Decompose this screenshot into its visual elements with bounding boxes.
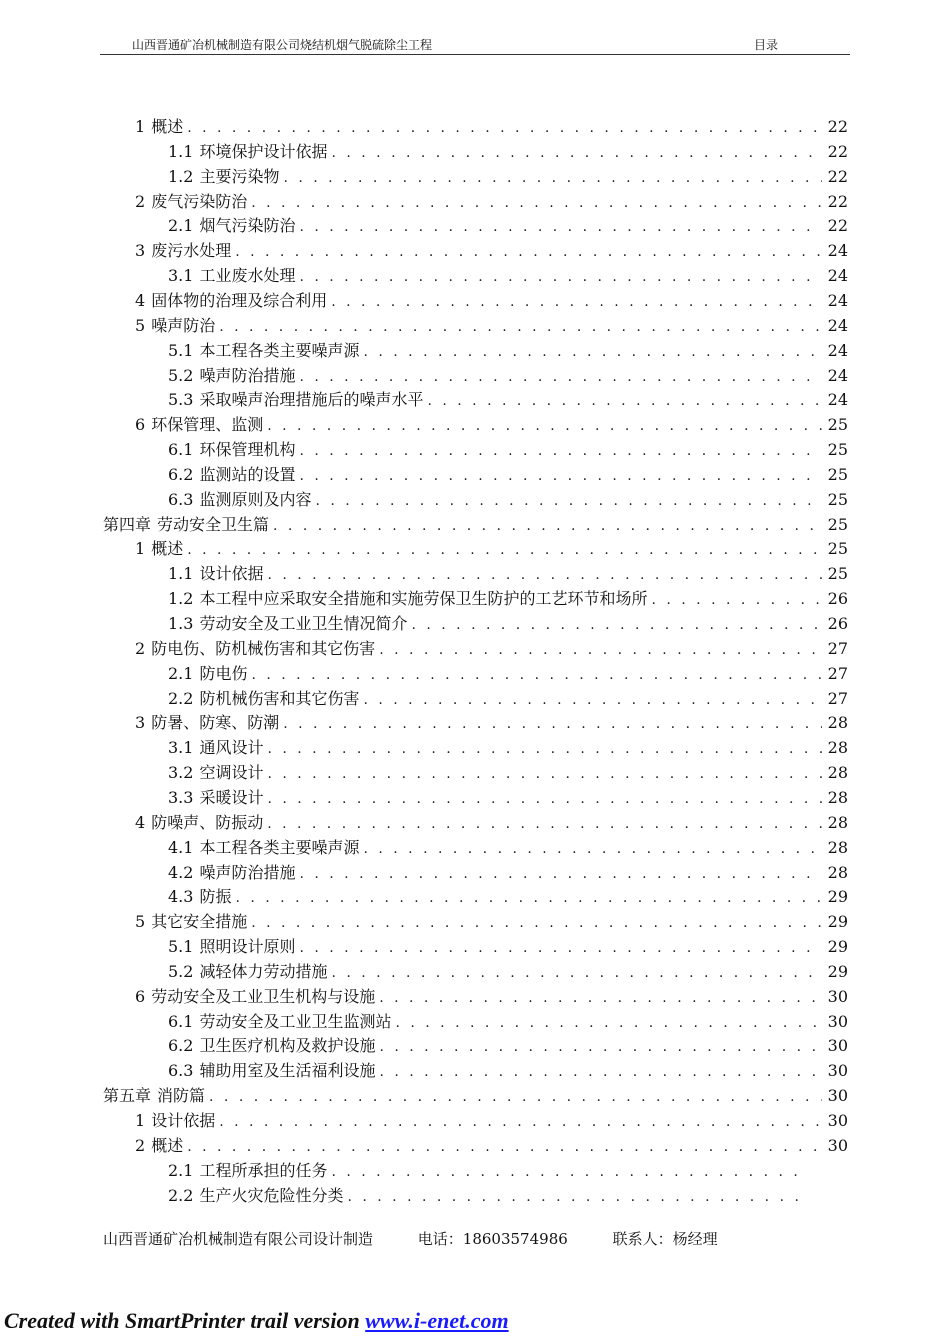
toc-entry-title (168, 339, 359, 363)
toc-entry-title (168, 786, 263, 810)
toc-entry-text: 消防篇 (157, 1086, 206, 1106)
toc-dot-leader (331, 1160, 808, 1183)
toc-entry-text: 采取噪声治理措施后的噪声水平 (199, 390, 424, 410)
toc-entry-number: 2.1 (168, 663, 194, 683)
toc-entry-text: 环境保护设计依据 (199, 141, 328, 161)
toc-entry[interactable] (168, 438, 848, 462)
toc-entry-text: 环保管理、监测 (151, 415, 264, 435)
toc-entry-title (135, 1109, 215, 1133)
toc-entry[interactable] (135, 637, 848, 661)
toc-entry[interactable] (168, 388, 848, 412)
toc-entry-text: 本工程各类主要噪声源 (199, 837, 360, 857)
toc-entry-text: 减轻体力劳动措施 (199, 961, 328, 981)
toc-entry-text: 设计依据 (151, 1111, 216, 1130)
toc-dot-leader (267, 737, 822, 760)
toc-entry-title (168, 438, 295, 462)
toc-entry-number: 1.2 (168, 589, 194, 609)
toc-dot-leader (363, 837, 822, 860)
toc-entry-number: 4.3 (168, 887, 194, 907)
toc-entry[interactable] (168, 1184, 812, 1208)
toc-entry-text: 防机械伤害和其它伤害 (199, 688, 360, 708)
toc-entry-text: 固体物的治理及综合利用 (151, 290, 328, 310)
toc-dot-leader (299, 265, 822, 288)
toc-entry-number: 第五章 (103, 1086, 152, 1106)
toc-entry-number: 6.1 (168, 1011, 194, 1031)
toc-entry-number: 2 (135, 1135, 146, 1155)
toc-page-number: 25 (827, 539, 848, 559)
toc-page-number: 29 (827, 887, 848, 907)
toc-page-number: 29 (827, 961, 848, 981)
toc-entry-title (168, 587, 647, 611)
toc-entry-title (168, 140, 327, 164)
toc-entry-text: 防电伤 (199, 663, 248, 683)
toc-page-number: 28 (827, 837, 848, 857)
toc-entry-title (168, 463, 295, 487)
toc-entry-text: 照明设计原则 (199, 937, 296, 957)
toc-dot-leader (651, 588, 822, 611)
toc-entry-number: 3 (135, 713, 146, 733)
toc-entry-number: 4.2 (168, 862, 194, 882)
toc-dot-leader (331, 961, 822, 984)
toc-page-number: 22 (827, 166, 848, 186)
toc-page-number: 25 (827, 564, 848, 584)
toc-entry-title (135, 910, 247, 934)
toc-entry-text: 噪声防治 (151, 315, 216, 335)
toc-page-number: 25 (827, 514, 848, 534)
toc-entry-text: 监测原则及内容 (199, 489, 312, 509)
watermark-text: Created with SmartPrinter trail version (4, 1308, 360, 1333)
toc-entry[interactable] (168, 364, 848, 388)
toc-entry[interactable] (135, 413, 848, 437)
toc-entry-text: 废气污染防治 (151, 191, 248, 211)
toc-entry-title (168, 1010, 391, 1034)
toc-entry-number: 3.1 (168, 266, 194, 286)
toc-entry-title (168, 1034, 375, 1058)
toc-dot-leader (251, 191, 822, 214)
toc-entry-number: 1.1 (168, 564, 194, 584)
toc-entry-text: 环保管理机构 (199, 440, 296, 460)
toc-entry-number: 1.1 (168, 141, 194, 161)
toc-entry[interactable] (168, 761, 848, 785)
toc-entry[interactable] (168, 339, 848, 363)
toc-entry-number: 5.2 (168, 961, 194, 981)
toc-dot-leader (299, 936, 822, 959)
toc-dot-leader (267, 762, 822, 785)
toc-entry[interactable] (168, 662, 848, 686)
toc-entry-title (135, 711, 279, 735)
toc-entry-title (168, 364, 295, 388)
toc-entry-text: 空调设计 (199, 763, 264, 783)
toc-entry-number: 6 (135, 986, 146, 1006)
toc-entry-title (135, 190, 247, 214)
toc-entry-number: 6.3 (168, 1061, 194, 1081)
toc-dot-leader (251, 911, 822, 934)
toc-page-number: 30 (827, 1135, 848, 1155)
toc-entry[interactable] (168, 786, 848, 810)
toc-dot-leader (379, 1035, 822, 1058)
watermark (4, 1308, 509, 1334)
toc-entry[interactable] (168, 885, 848, 909)
toc-entry-title (135, 985, 375, 1009)
toc-entry-text: 主要污染物 (199, 166, 280, 186)
toc-page-number: 22 (827, 191, 848, 211)
toc-entry-title (168, 687, 359, 711)
toc-dot-leader (283, 166, 822, 189)
toc-entry-number: 2 (135, 191, 146, 211)
toc-dot-leader (219, 315, 822, 338)
toc-entry-text: 防噪声、防振动 (151, 812, 264, 832)
toc-entry-title (168, 1184, 343, 1208)
toc-page-number: 25 (827, 464, 848, 484)
toc-entry-title (168, 612, 407, 636)
toc-entry[interactable] (168, 165, 848, 189)
toc-entry-title (135, 537, 183, 561)
toc-entry-title (168, 562, 263, 586)
toc-entry-title (168, 736, 263, 760)
toc-dot-leader (235, 240, 822, 263)
toc-dot-leader (267, 563, 822, 586)
toc-entry-number: 5 (135, 315, 146, 335)
toc-entry-text: 概述 (151, 1135, 184, 1155)
toc-entry[interactable] (135, 314, 848, 338)
toc-dot-leader (273, 514, 822, 537)
footer-company: 山西晋通矿冶机械制造有限公司设计制造 (103, 1230, 374, 1248)
toc-entry-number: 第四章 (103, 514, 152, 534)
toc-page-number: 26 (827, 589, 848, 609)
toc-entry-number: 3.1 (168, 738, 194, 758)
toc-dot-leader (187, 538, 822, 561)
toc-entry-title (135, 413, 263, 437)
toc-page-number: 28 (827, 738, 848, 758)
toc-entry-text: 概述 (151, 539, 184, 559)
toc-entry-number: 4 (135, 290, 146, 310)
toc-page-number: 25 (827, 440, 848, 460)
toc-entry-number: 2 (135, 638, 146, 658)
toc-entry-number: 3 (135, 241, 146, 261)
toc-entry-number: 6.1 (168, 440, 194, 460)
toc-entry[interactable] (135, 239, 848, 263)
toc-dot-leader (209, 1085, 822, 1108)
toc-entry-text: 工业废水处理 (199, 266, 296, 286)
toc-entry-text: 本工程中应采取安全措施和实施劳保卫生防护的工艺环节和场所 (199, 589, 648, 609)
toc-page-number: 29 (827, 912, 848, 932)
toc-page-number: 29 (827, 937, 848, 957)
toc-dot-leader (363, 340, 822, 363)
toc-entry[interactable] (135, 1109, 848, 1133)
toc-entry-title (168, 662, 247, 686)
toc-entry-title (135, 314, 215, 338)
toc-entry-title (135, 239, 231, 263)
toc-entry[interactable] (168, 264, 848, 288)
toc-dot-leader (219, 1110, 822, 1133)
toc-page-number: 24 (827, 365, 848, 385)
toc-entry[interactable] (168, 488, 848, 512)
toc-entry-number: 5.1 (168, 937, 194, 957)
toc-entry-title (135, 115, 183, 139)
toc-dot-leader (267, 812, 822, 835)
toc-entry-number: 6.2 (168, 464, 194, 484)
toc-page-number: 24 (827, 390, 848, 410)
toc-entry-text: 概述 (151, 117, 184, 136)
toc-entry-title (135, 811, 263, 835)
toc-entry[interactable] (168, 861, 848, 885)
header-section-title: 目录 (754, 38, 779, 52)
toc-entry-number: 4 (135, 812, 146, 832)
toc-entry[interactable] (168, 562, 848, 586)
toc-entry-text: 其它安全措施 (151, 912, 248, 932)
toc-entry-title (135, 637, 375, 661)
toc-entry-text: 防振 (199, 887, 232, 907)
toc-dot-leader (187, 1135, 822, 1158)
toc-page-number: 24 (827, 315, 848, 335)
toc-entry-number: 6 (135, 415, 146, 435)
toc-dot-leader (299, 439, 822, 462)
toc-entry-number: 1 (135, 539, 146, 559)
toc-entry-text: 噪声防治措施 (199, 862, 296, 882)
watermark-link[interactable]: www.i-enet.com (365, 1308, 509, 1333)
toc-entry-title (103, 1084, 205, 1108)
toc-entry[interactable] (168, 836, 848, 860)
footer-phone: 电话：18603574986 (417, 1230, 568, 1248)
toc-dot-leader (267, 414, 822, 437)
toc-entry-number: 3.3 (168, 787, 194, 807)
toc-entry-title (168, 761, 263, 785)
toc-page-number: 24 (827, 241, 848, 261)
toc-page-number: 22 (827, 216, 848, 236)
toc-entry-title (168, 935, 295, 959)
toc-entry-text: 设计依据 (199, 564, 264, 584)
toc-entry-title (168, 1159, 327, 1183)
toc-entry[interactable] (135, 811, 848, 835)
header-company: 山西晋通矿冶机械制造有限公司烧结机烟气脱硫除尘工程 (132, 38, 433, 52)
toc-entry[interactable] (168, 935, 848, 959)
toc-entry[interactable] (168, 1159, 812, 1183)
toc-entry-text: 监测站的设置 (199, 464, 296, 484)
toc-entry-number: 4.1 (168, 837, 194, 857)
toc-entry-title (168, 885, 231, 909)
toc-dot-leader (299, 464, 822, 487)
toc-page-number: 28 (827, 787, 848, 807)
toc-dot-leader (299, 365, 822, 388)
toc-dot-leader (283, 712, 822, 735)
toc-page-number: 24 (827, 266, 848, 286)
toc-entry-title (168, 165, 279, 189)
toc-entry-text: 噪声防治措施 (199, 365, 296, 385)
toc-dot-leader (187, 116, 822, 139)
footer-contact: 联系人：杨经理 (612, 1230, 718, 1248)
toc-entry[interactable] (135, 289, 848, 313)
toc-entry-title (168, 1059, 375, 1083)
toc-page-number: 22 (827, 141, 848, 161)
toc-entry-title (103, 513, 269, 537)
toc-entry[interactable] (168, 1059, 848, 1083)
toc-entry-number: 2.1 (168, 216, 194, 236)
toc-entry-text: 防电伤、防机械伤害和其它伤害 (151, 638, 376, 658)
toc-page-number: 30 (827, 1011, 848, 1031)
toc-entry-title (135, 289, 327, 313)
toc-page-number: 28 (827, 763, 848, 783)
toc-dot-leader (379, 986, 822, 1009)
toc-entry-text: 烟气污染防治 (199, 216, 296, 236)
toc-page-number: 30 (827, 1036, 848, 1056)
toc-entry-title (168, 861, 295, 885)
toc-entry[interactable] (168, 214, 848, 238)
toc-entry-text: 劳动安全卫生篇 (157, 514, 270, 534)
toc-entry-title (168, 488, 311, 512)
toc-entry-text: 通风设计 (199, 738, 264, 758)
toc-entry-text: 卫生医疗机构及救护设施 (199, 1036, 376, 1056)
toc-entry[interactable] (135, 711, 848, 735)
toc-entry-title (168, 960, 327, 984)
toc-page-number: 30 (827, 986, 848, 1006)
toc-entry-number: 1.3 (168, 614, 194, 633)
toc-entry-text: 工程所承担的任务 (199, 1160, 328, 1180)
toc-entry[interactable] (168, 140, 848, 164)
toc-page-number: 22 (827, 117, 848, 136)
toc-page-number: 27 (827, 663, 848, 683)
page-footer (103, 1228, 758, 1249)
toc-page-number: 28 (827, 812, 848, 832)
toc-dot-leader (235, 886, 822, 909)
toc-page-number: 27 (827, 688, 848, 708)
toc-dot-leader (251, 663, 822, 686)
toc-page-number: 30 (827, 1061, 848, 1081)
toc-dot-leader (299, 862, 822, 885)
toc-entry-number: 5 (135, 912, 146, 932)
toc-entry[interactable] (135, 910, 848, 934)
toc-dot-leader (267, 787, 822, 810)
toc-entry[interactable] (168, 463, 848, 487)
toc-entry-number: 2.1 (168, 1160, 194, 1180)
toc-entry-title (135, 1134, 183, 1158)
toc-entry-number: 6.2 (168, 1036, 194, 1056)
toc-entry-number: 5.1 (168, 340, 194, 360)
toc-entry[interactable] (168, 687, 848, 711)
toc-dot-leader (427, 389, 822, 412)
toc-entry-title (168, 214, 295, 238)
toc-entry[interactable] (103, 1084, 848, 1108)
toc-entry-number: 6.3 (168, 489, 194, 509)
toc-page-number: 24 (827, 340, 848, 360)
toc-page-number: 28 (827, 713, 848, 733)
toc-page-number: 24 (827, 290, 848, 310)
toc-entry[interactable] (135, 115, 848, 139)
toc-entry-text: 废污水处理 (151, 241, 232, 261)
toc-dot-leader (299, 215, 822, 238)
toc-dot-leader (411, 613, 822, 636)
toc-page-number: 26 (827, 614, 848, 633)
toc-entry[interactable] (135, 537, 848, 561)
toc-entry-text: 采暖设计 (199, 787, 264, 807)
toc-entry[interactable] (135, 190, 848, 214)
toc-entry[interactable] (103, 513, 848, 537)
toc-page-number: 25 (827, 489, 848, 509)
toc-page-number: 25 (827, 415, 848, 435)
toc-entry[interactable] (168, 587, 848, 611)
toc-entry[interactable] (168, 1034, 848, 1058)
toc-entry[interactable] (168, 1010, 848, 1034)
toc-dot-leader (331, 141, 822, 164)
toc-entry[interactable] (168, 612, 848, 636)
toc-entry-text: 防暑、防寒、防潮 (151, 713, 280, 733)
toc-entry[interactable] (168, 736, 848, 760)
toc-entry-number: 2.2 (168, 688, 194, 708)
toc-dot-leader (363, 688, 822, 711)
toc-entry-title (168, 388, 423, 412)
toc-dot-leader (347, 1185, 808, 1208)
toc-entry-text: 本工程各类主要噪声源 (199, 340, 360, 360)
toc-page-number: 30 (827, 1111, 848, 1130)
toc-entry-title (168, 264, 295, 288)
toc-dot-leader (379, 638, 822, 661)
toc-entry[interactable] (135, 985, 848, 1009)
toc-dot-leader (379, 1060, 822, 1083)
toc-entry[interactable] (168, 960, 848, 984)
toc-entry-text: 劳动安全及工业卫生机构与设施 (151, 986, 376, 1006)
toc-dot-leader (331, 290, 822, 313)
toc-dot-leader (315, 489, 822, 512)
toc-entry-text: 辅助用室及生活福利设施 (199, 1061, 376, 1081)
toc-entry-number: 1 (135, 117, 146, 136)
toc-entry[interactable] (135, 1134, 848, 1158)
toc-entry-number: 1 (135, 1111, 146, 1130)
toc-page-number: 28 (827, 862, 848, 882)
toc-entry-text: 生产火灾危险性分类 (199, 1185, 344, 1205)
toc-entry-title (168, 836, 359, 860)
toc-entry-number: 3.2 (168, 763, 194, 783)
toc-entry-number: 5.2 (168, 365, 194, 385)
page-header (100, 30, 850, 55)
toc-dot-leader (395, 1011, 822, 1034)
toc-entry-number: 5.3 (168, 390, 194, 410)
toc-entry-text: 劳动安全及工业卫生监测站 (199, 1011, 392, 1031)
toc-entry-number: 1.2 (168, 166, 194, 186)
toc-page-number: 30 (827, 1086, 848, 1106)
toc-entry-number: 2.2 (168, 1185, 194, 1205)
toc-entry-text: 劳动安全及工业卫生情况简介 (199, 614, 408, 633)
toc-page-number: 27 (827, 638, 848, 658)
